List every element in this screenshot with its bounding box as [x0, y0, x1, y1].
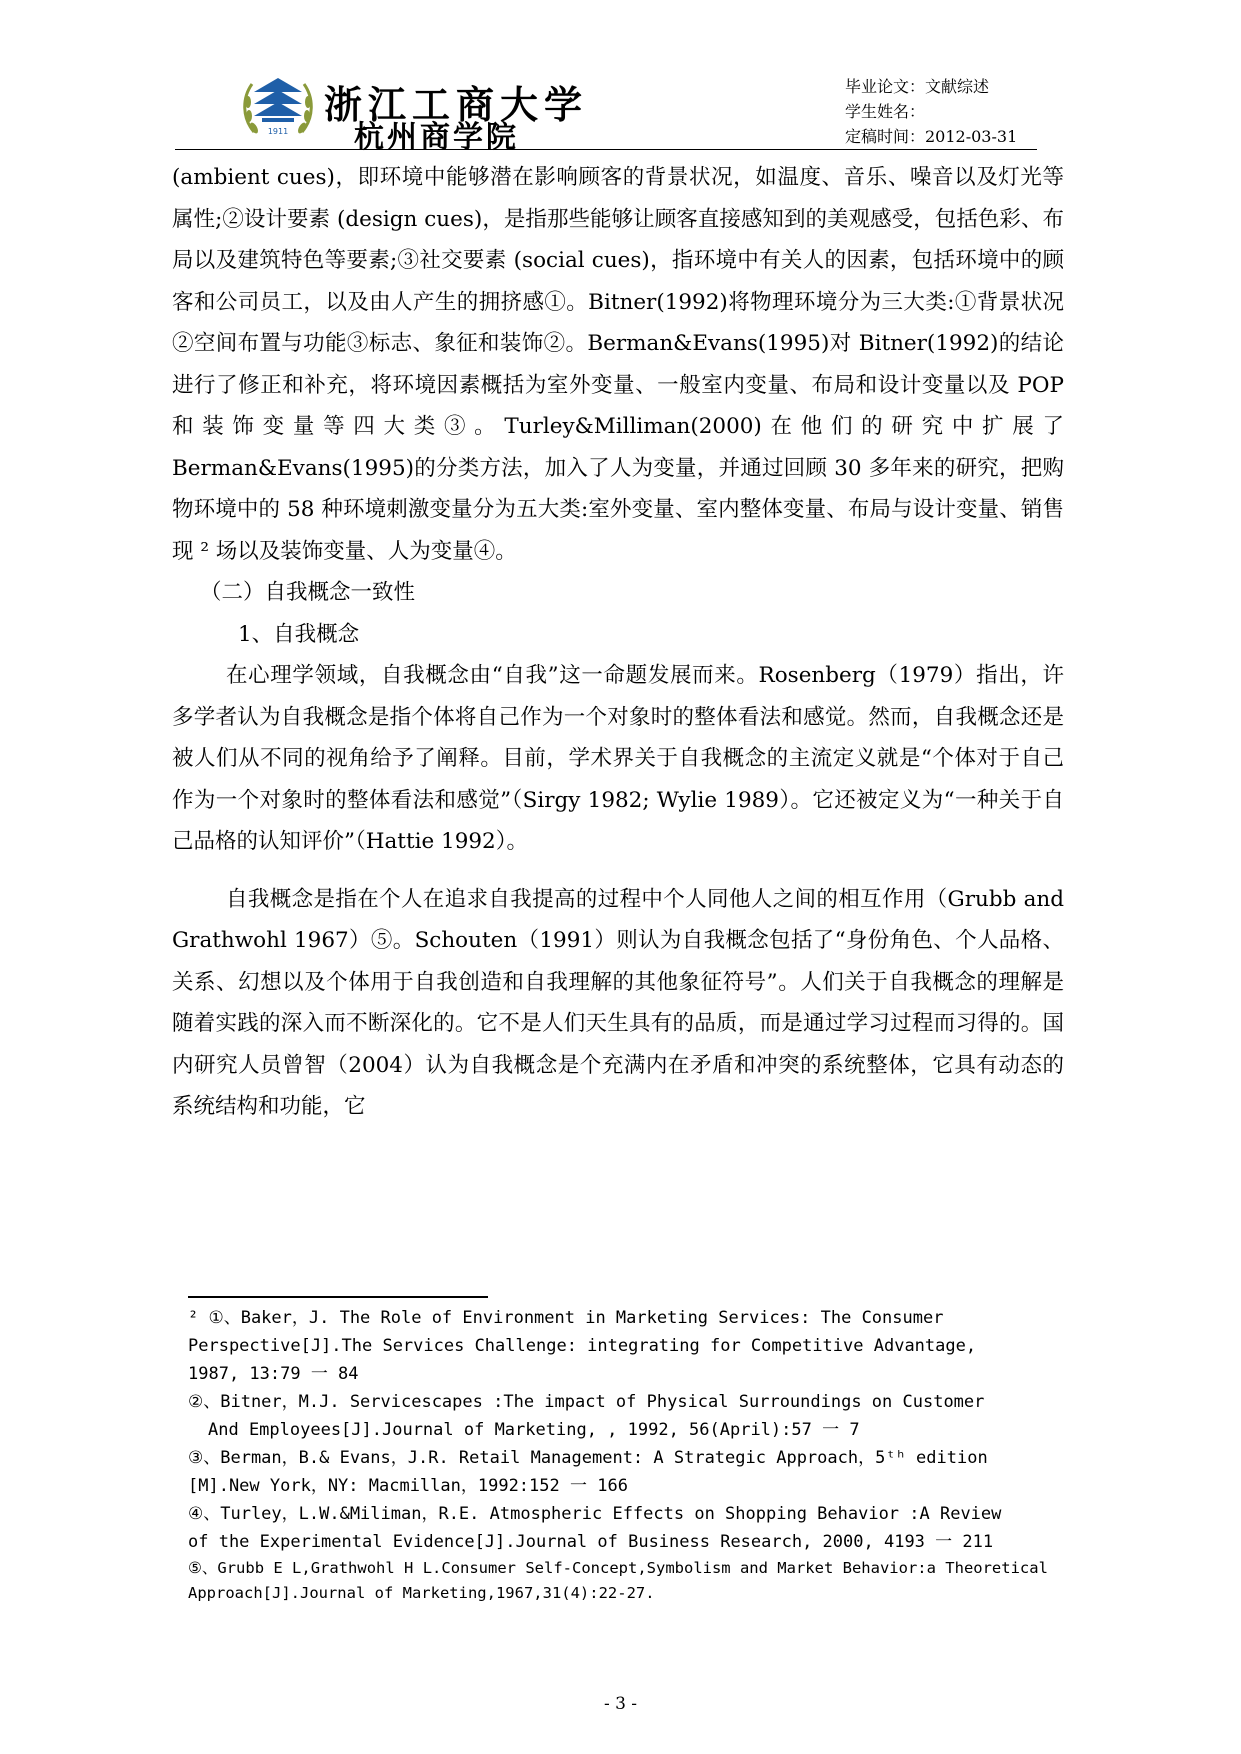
section-heading: （二）自我概念一致性: [200, 580, 416, 605]
paragraph-environment: (ambient cues)，即环境中能够潜在影响顾客的背景状况，如温度、音乐、噪音以及灯光等属性;②设计要素 (design cues)，是指那些能够让顾客直接感知到的美观感受，包括色彩、布局以及建筑特色等要素;③社交要素 (social cues)，指环境中有关人的因素，包括环境中的顾客和公司员工，以及由人产生的拥挤感①。Bitner(1992)将物理环境分为三大类:①背景状况②空间布置与功能③标志、象征和装饰②。Berman&Evans(1995)对 Bitner(1992)的结论进行了修正和补充，将环境因素概括为室外变量、一般室内变量、布局和设计变量以及 POP 和装饰变量等四大类③。Turley&Milliman(2000)在他们的研究中扩展了 Berman&Evans(1995)的分类方法，加入了人为变量，并通过回顾 30 多年来的研究，把购物环境中的 58 种环境刺激变量分为五大类:室外变量、室内整体变量、布局与设计变量、销售现 ² 场以及装饰变量、人为变量④。: [172, 165, 1064, 564]
footnote-1: ² ①、Baker，J. The Role of Environment in Marketing Services: The Consumer: [188, 1308, 944, 1328]
footnote-5: ⑤、Grubb E L,Grathwohl H L.Consumer Self-Concept,Symbolism and Market Behavior:a Theoretical: [188, 1559, 1048, 1577]
paragraph-self-concept: 在心理学领域，自我概念由“自我”这一命题发展而来。Rosenberg（1979）指出，许多学者认为自我概念是指个体将自己作为一个对象时的整体看法和感觉。然而，自我概念还是被人们从不同的视角给予了阐释。目前，学术界关于自我概念的主流定义就是“个体对于自己作为一个对象时的整体看法和感觉”（Sirgy 1982; Wylie 1989）。它还被定义为“一种关于自己品格的认知评价”（Hattie 1992）。: [172, 663, 1064, 854]
college-name: 杭州商学院: [354, 120, 519, 155]
university-name: 浙江工商大学: [324, 82, 589, 127]
subsection-heading: 1、自我概念: [238, 621, 360, 647]
footnote-1-cont: Perspective[J].The Services Challenge: integrating for Competitive Advantage,: [188, 1336, 977, 1356]
page-number: - 3 -: [603, 1694, 638, 1714]
header-meta: [845, 74, 1017, 149]
footnote-4: ④、Turley，L.W.&Miliman，R.E. Atmospheric Effects on Shopping Behavior :A Review: [188, 1504, 1002, 1524]
footnote-rule: [188, 1296, 488, 1298]
footnote-3-cont: [M].New York，NY: Macmillan，1992:152 一 166: [188, 1476, 628, 1496]
footnote-5-cont: Approach[J].Journal of Marketing,1967,31(4):22-27.: [188, 1584, 655, 1602]
university-emblem-icon: [240, 72, 316, 148]
footnotes: [188, 1304, 1088, 1606]
thesis-type: 毕业论文：文献综述: [845, 77, 990, 96]
footnote-4-cont: of the Experimental Evidence[J].Journal of Business Research, 2000, 4193 一 211: [188, 1532, 994, 1552]
university-logo: [240, 72, 589, 155]
student-name: 学生姓名：: [845, 102, 926, 121]
footnote-3: ③、Berman，B.& Evans，J.R. Retail Management: A Strategic Approach，5ᵗʰ edition: [188, 1448, 988, 1468]
footnote-1-cont: 1987, 13:79 一 84: [188, 1364, 359, 1384]
body-text: [172, 157, 1064, 1128]
emblem-year: 1911: [267, 127, 289, 136]
header-rule: [175, 149, 1037, 150]
footnote-2-cont: And Employees[J].Journal of Marketing, , 1992, 56(April):57 一 7: [208, 1420, 860, 1440]
final-date: 定稿时间：2012-03-31: [845, 127, 1018, 146]
footnote-2: ②、Bitner，M.J. Servicescapes :The impact of Physical Surroundings on Customer: [188, 1392, 985, 1412]
paragraph-self-concept-2: 自我概念是指在个人在追求自我提高的过程中个人同他人之间的相互作用（Grubb and Grathwohl 1967）⑤。Schouten（1991）则认为自我概念包括了“身份角色、个人品格、关系、幻想以及个体用于自我创造和自我理解的其他象征符号”。人们关于自我概念的理解是随着实践的深入而不断深化的。它不是人们天生具有的品质，而是通过学习过程而习得的。国内研究人员曾智（2004）认为自我概念是个充满内在矛盾和冲突的系统整体，它具有动态的系统结构和功能，它: [172, 886, 1064, 1119]
